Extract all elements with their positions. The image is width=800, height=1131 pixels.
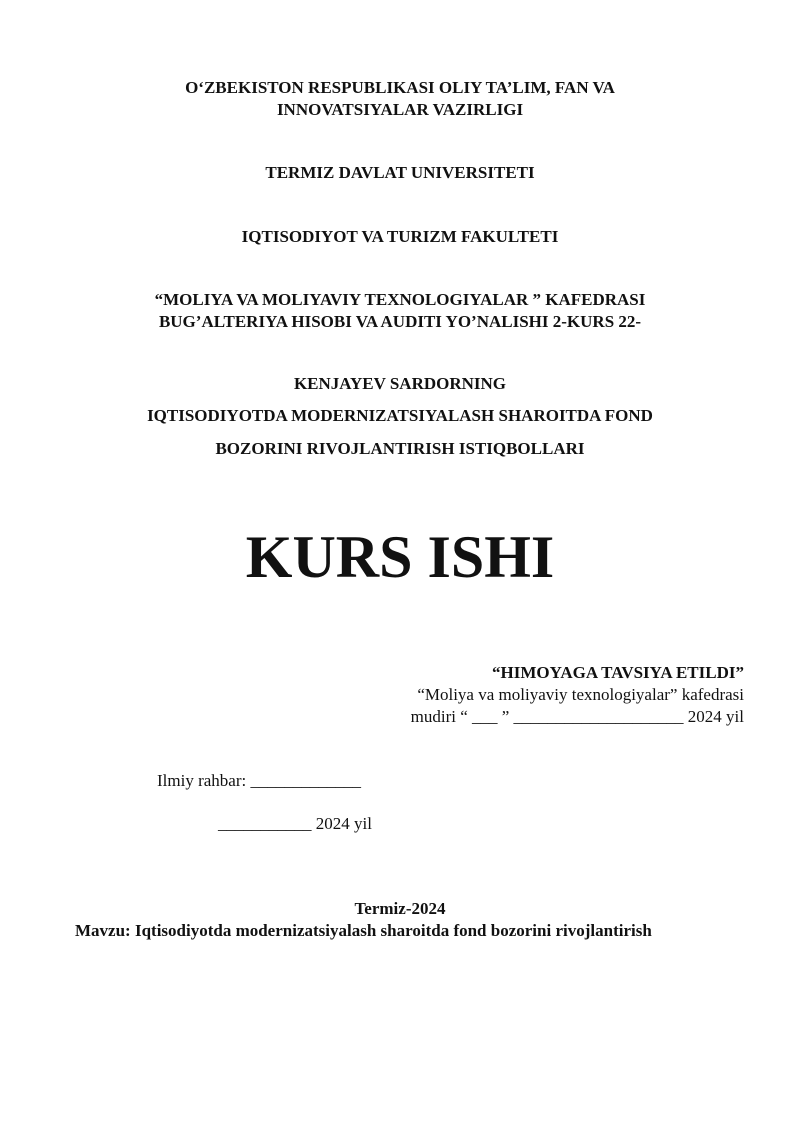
faculty-name: IQTISODIYOT VA TURIZM FAKULTETI — [241, 227, 559, 246]
supervisor-date: ___________ 2024 yil — [218, 814, 372, 833]
ministry-line-2: INNOVATSIYALAR VAZIRLIGI — [276, 100, 524, 119]
ministry-heading — [0, 77, 800, 121]
supervisor-label: Ilmiy rahbar: _____________ — [157, 771, 361, 790]
university-name: TERMIZ DAVLAT UNIVERSITETI — [265, 163, 535, 182]
student-name: KENJAYEV SARDORNING — [293, 374, 507, 393]
department-line-1: “MOLIYA VA MOLIYAVIY TEXNOLOGIYALAR ” KAFEDRASI — [154, 290, 646, 309]
approval-heading: “HIMOYAGA TAVSIYA ETILDI” — [492, 663, 744, 682]
approval-line-2: mudiri “ ___ ” ____________________ 2024 yil — [410, 707, 744, 726]
document-type-title: KURS ISHI — [245, 524, 555, 590]
topic-line-2: BOZORINI RIVOJLANTIRISH ISTIQBOLLARI — [215, 439, 585, 458]
department-heading — [0, 289, 800, 333]
ministry-line-1: O‘ZBEKISTON RESPUBLIKASI OLIY TA’LIM, FAN VA — [185, 78, 615, 97]
topic-heading — [0, 405, 800, 460]
approval-block — [411, 662, 744, 728]
topic-line-1: IQTISODIYOTDA MODERNIZATSIYALASH SHAROITDA FOND — [147, 406, 653, 425]
subject-line: Mavzu: Iqtisodiyotda modernizatsiyalash sharoitda fond bozorini rivojlantirish — [75, 921, 652, 940]
approval-line-1: “Moliya va moliyaviy texnologiyalar” kafedrasi — [417, 685, 744, 704]
city-year: Termiz-2024 — [354, 899, 446, 918]
department-line-2: BUG’ALTERIYA HISOBI VA AUDITI YO’NALISHI 2-KURS 22- — [158, 312, 642, 331]
